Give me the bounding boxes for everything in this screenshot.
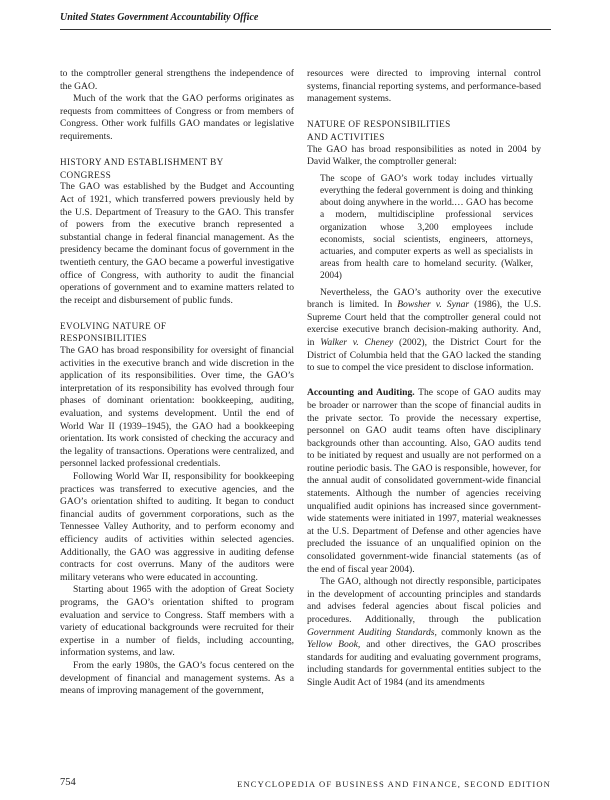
heading-line: NATURE OF RESPONSIBILITIES <box>307 119 451 130</box>
heading-line: HISTORY AND ESTABLISHMENT BY <box>60 157 224 168</box>
paragraph <box>307 287 541 375</box>
paragraph: resources were directed to improving internal control systems, financial reporting systems, and performance-based management systems. <box>307 68 541 105</box>
header-rule <box>60 29 551 30</box>
publication-title: Government Auditing Standards, <box>307 626 437 638</box>
paragraph: Much of the work that the GAO performs originates as requests from committees of Congress or from members of Congress. Other work fulfills GAO mandates or legislative requirements. <box>60 93 294 142</box>
block-quote: The scope of GAO’s work today includes virtually everything the federal government is doing and thinking about doing anywhere in the world.… GAO has become a modern, multidiscipline professional services organization whose 3,200 employees include economists, social scientists, engineers, attorneys, actuaries, and computer experts as well as specialists in areas from health care to homeland security. (Walker, 2004) <box>320 173 533 282</box>
section-heading-history <box>60 156 294 181</box>
book-title: ENCYCLOPEDIA OF BUSINESS AND FINANCE, SECOND EDITION <box>237 779 551 789</box>
run-in-heading: Accounting and Auditing. <box>307 387 415 399</box>
paragraph: Following World War II, responsibility for bookkeeping practices was transferred to executive agencies, and the GAO’s orientation shifted to auditing. It began to conduct financial audits of government corporations, such as the Tennessee Valley Authority, and to perform economy and efficiency audits of activities within selected agencies. Additionally, the GAO was aggressive in auditing defense contracts for cost overruns. Many of the auditors were military veterans who were educated in accounting. <box>60 471 294 583</box>
section-heading-nature <box>307 118 541 143</box>
page-number: 754 <box>60 777 76 788</box>
section-heading-evolving <box>60 320 294 345</box>
paragraph: The GAO has broad responsibilities as noted in 2004 by David Walker, the comptroller general: <box>307 143 541 168</box>
text-run: The GAO, although not directly responsible, participates in the development of accounting principles and standards and advises federal agencies about fiscal policies and procedures. Additionally, through the publication <box>307 576 541 626</box>
case-name: Walker v. Cheney <box>320 336 394 348</box>
running-head: United States Government Accountability Office <box>60 12 259 23</box>
heading-line: AND ACTIVITIES <box>307 131 385 142</box>
text-run: (1986), the U.S. Supreme Court held that the comptroller general could not exercise executive branch decision-making authority. And, in <box>307 299 541 348</box>
paragraph <box>307 387 541 576</box>
text-run: Nevertheless, the GAO’s authority over the executive branch is limited. In <box>307 286 541 311</box>
paragraph: Starting about 1965 with the adoption of Great Society programs, the GAO’s orientation shifted to program evaluation and service to Congress. Staff members with a variety of educational backgrounds were recruited for their expertise in a number of fields, including accounting, information systems, and law. <box>60 584 294 659</box>
text-run: The scope of GAO audits may be broader or narrower than the scope of financial audits in the private sector. To provide the necessary expertise, personnel on GAO audit teams often have disciplinary backgrounds other than accounting. Also, GAO audits tend to be initiated by request and usually are not performed on a routine periodic basis. The GAO is responsible, however, for the annual audit of consolidated government-wide financial statements. Although the number of agencies receiving unqualified audit opinions has increased since government-wide statements were initiated in 1997, material weaknesses at the U.S. Department of Defense and other agencies have precluded the issuance of an unqualified opinion on the consolidated government-wide financial statements (as of the end of fiscal year 2004). <box>307 387 542 575</box>
paragraph <box>307 576 541 689</box>
paragraph: to the comptroller general strengthens the independence of the GAO. <box>60 68 294 92</box>
left-column <box>60 68 294 698</box>
paragraph: From the early 1980s, the GAO’s focus centered on the development of financial and management systems. As a means of improving management of the government, <box>60 659 294 697</box>
publication-title: Yellow Book, <box>307 639 361 651</box>
text-run: (2002), the District Court for the District of Columbia held that the GAO lacked the standing to sue to compel the vice president to disclose information. <box>307 336 541 374</box>
paragraph: The GAO has broad responsibility for oversight of financial activities in the executive branch and wide discretion in the application of its responsibilities. Over time, the GAO’s interpretation of its responsibility has evolved through four phases of dominant orientation: bookkeeping, auditing, evaluation, and systems development. Until the end of World War II (1939–1945), the GAO had a bookkeeping orientation. Its work consisted of checking the accuracy and the legality of transactions. Operations were centralized, and personnel lacked professional credentials. <box>60 345 294 470</box>
right-column <box>307 68 541 690</box>
case-name: Bowsher v. Synar <box>397 299 470 311</box>
paragraph: The GAO was established by the Budget and Accounting Act of 1921, which transferred powers previously held by the U.S. Department of Treasury to the GAO. This transfer of powers from the executive branch represented a substantial change in federal financial management. As the presidency became the dominant focus of government in the twentieth century, the GAO became a powerful investigative office of Congress, with authority to audit the financial operations of government and to examine matters related to the receipt and disbursement of public funds. <box>60 181 294 306</box>
heading-line: RESPONSIBILITIES <box>60 333 148 344</box>
text-run: and other directives, the GAO proscribes standards for auditing and evaluating government programs, including standards for governmental entities subject to the Single Audit Act of 1984 (and its amendments <box>307 639 541 688</box>
heading-line: CONGRESS <box>60 169 112 180</box>
text-run: commonly known as the <box>436 626 541 638</box>
heading-line: EVOLVING NATURE OF <box>60 320 167 331</box>
